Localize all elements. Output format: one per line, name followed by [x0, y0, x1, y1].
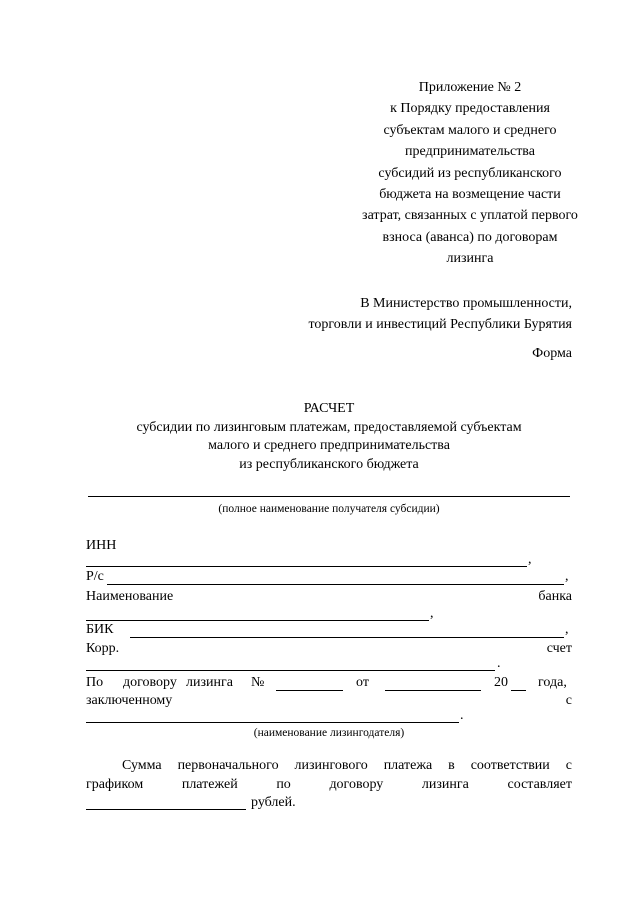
- paragraph-word: соответствии: [470, 758, 550, 773]
- contract-date-field[interactable]: [385, 690, 481, 691]
- contract-word: лизинга: [186, 675, 233, 690]
- paragraph-word: лизинга: [421, 777, 469, 792]
- paragraph-word: лизингового: [294, 758, 368, 773]
- lessor-caption: (наименование лизингодателя): [253, 727, 405, 739]
- contract-word: 20: [494, 675, 508, 690]
- appendix-line: затрат, связанных с уплатой первого: [362, 208, 578, 224]
- appendix-line: взноса (аванса) по договорам: [382, 229, 558, 245]
- appendix-header: [320, 77, 620, 270]
- lessor-name-field[interactable]: [86, 722, 459, 723]
- appendix-line: субъектам малого и среднего: [383, 122, 557, 138]
- bank-name-comma: ,: [430, 606, 434, 621]
- paragraph-word: договору: [329, 777, 384, 792]
- addressee-line: В Министерство промышленности,: [360, 296, 572, 311]
- bik-field[interactable]: [130, 637, 564, 638]
- concluded-label-left: заключенному: [86, 693, 173, 708]
- appendix-line: субсидий из республиканского: [378, 165, 562, 181]
- contract-word: По: [86, 675, 104, 690]
- appendix-line: к Порядку предоставления: [390, 101, 550, 117]
- title-heading: РАСЧЕТ: [303, 401, 355, 416]
- title-line: субсидии по лизинговым платежам, предоставляемой субъектам: [136, 419, 522, 435]
- paragraph-word: с: [565, 758, 572, 773]
- corr-label-right: счет: [546, 641, 572, 656]
- bank-name-row: [86, 589, 572, 605]
- paragraph-word: платежей: [181, 777, 238, 792]
- contract-word: №: [251, 675, 265, 690]
- addressee-line: торговли и инвестиций Республики Бурятия: [308, 317, 572, 332]
- paragraph-word: в: [448, 758, 455, 773]
- paragraph-word: Сумма: [122, 758, 162, 773]
- contract-word: от: [356, 675, 369, 690]
- bik-comma: ,: [565, 622, 569, 637]
- title-line: малого и среднего предпринимательства: [208, 438, 450, 453]
- lessor-period: .: [460, 708, 464, 723]
- bank-name-label-left: Наименование: [86, 589, 174, 604]
- subsidy-amount-field[interactable]: [86, 809, 246, 810]
- concluded-label-right: с: [565, 693, 572, 708]
- bik-label: БИК: [86, 622, 114, 637]
- appendix-line: предпринимательства: [405, 144, 535, 160]
- paragraph-word: составляет: [507, 777, 572, 792]
- paragraph-word: по: [276, 777, 291, 792]
- corr-account-field[interactable]: [86, 670, 495, 671]
- recipient-name-field[interactable]: [88, 496, 570, 497]
- corr-period: .: [497, 656, 501, 671]
- appendix-line: Приложение № 2: [418, 80, 522, 95]
- paragraph-word: графиком: [86, 777, 144, 792]
- account-label: Р/с: [86, 569, 104, 584]
- addressee-block: [308, 293, 572, 335]
- paragraph-line-1: [122, 758, 572, 774]
- form-label: Форма: [532, 346, 572, 361]
- appendix-line: лизинга: [446, 251, 494, 267]
- contract-number-field[interactable]: [276, 690, 343, 691]
- account-field[interactable]: [107, 584, 564, 585]
- concluded-row: [86, 693, 572, 709]
- rubles-suffix: рублей.: [251, 795, 296, 810]
- document-title: [86, 400, 572, 474]
- inn-label: ИНН: [86, 538, 117, 553]
- inn-comma: ,: [528, 552, 532, 567]
- title-line: из республиканского бюджета: [239, 456, 419, 472]
- paragraph-word: первоначального: [177, 758, 279, 773]
- paragraph-line-2: [86, 777, 572, 793]
- contract-year-field[interactable]: [511, 690, 526, 691]
- recipient-caption: (полное наименование получателя субсидии): [218, 503, 440, 515]
- bank-name-label-right: банка: [538, 589, 572, 604]
- contract-word: договору: [123, 675, 177, 690]
- paragraph-word: платежа: [383, 758, 433, 773]
- corr-account-row: [86, 641, 572, 657]
- account-comma: ,: [565, 569, 569, 584]
- appendix-line: бюджета на возмещение части: [379, 187, 561, 203]
- corr-label-left: Корр.: [86, 641, 120, 656]
- contract-word: года,: [538, 675, 567, 690]
- inn-field[interactable]: [86, 566, 527, 567]
- bank-name-field[interactable]: [86, 620, 429, 621]
